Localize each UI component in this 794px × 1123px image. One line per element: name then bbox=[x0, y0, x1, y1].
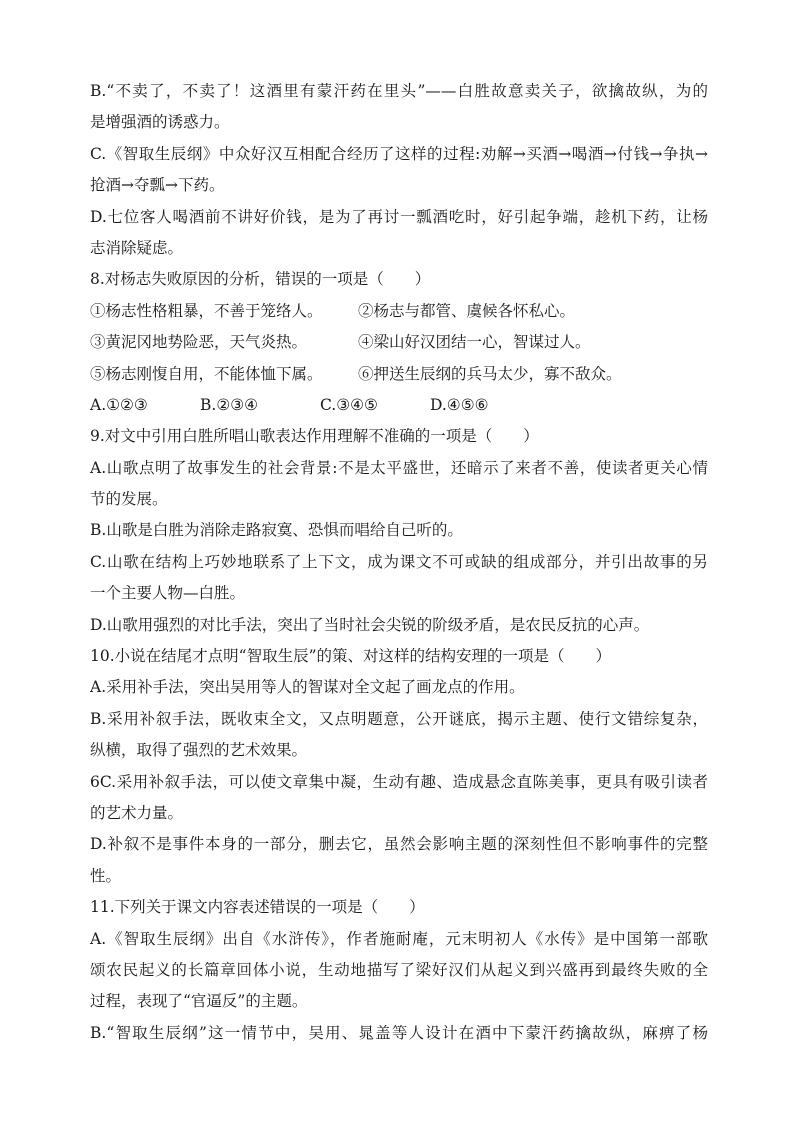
q11-option-a-line3: 过程，表现了“官逼反”的主题。 bbox=[90, 992, 308, 1011]
q11-option-a-line2: 颂农民起义的长篇章回体小说，生动地描写了梁好汉们从起义到兴盛再到最终失败的全 bbox=[90, 960, 708, 979]
q8-item-2: ②杨志与都管、虞候各怀私心。 bbox=[358, 301, 576, 320]
q8-item-5: ⑤杨志刚愎自用，不能体恤下属。 bbox=[90, 364, 323, 383]
q8-items-row-2 bbox=[90, 327, 708, 358]
q8-choice-d: D.④⑤⑥ bbox=[430, 395, 489, 414]
q7-option-d-line2: 志消除疑虑。 bbox=[90, 238, 184, 257]
q8-item-4: ④梁山好汉团结一心，智谋过人。 bbox=[358, 333, 591, 352]
document-page bbox=[90, 76, 708, 1049]
q10-stem: 10.小说在结尾才点明“智取生辰”的策、对这样的结构安理的一项是（ ） bbox=[90, 647, 612, 666]
q7-option-c-line1: C.《智取生辰纲》中众好汉互相配合经历了这样的过程:劝解→买酒→喝酒→付钱→争执→ bbox=[90, 144, 708, 163]
q9-stem: 9.对文中引用白胜所唱山歌表达作用理解不准确的一项是（ ） bbox=[90, 427, 539, 446]
q9-option-c-line2: 一个主要人物—白胜。 bbox=[90, 584, 246, 603]
q10-option-a-line1: A.采用补手法，突出吴用等人的智谋对全文起了画龙点的作用。 bbox=[90, 678, 525, 697]
q9-option-d-line1: D.山歌用强烈的对比手法，突出了当时社会尖锐的阶级矛盾，是农民反抗的心声。 bbox=[90, 615, 650, 634]
q10-option-d-line1: D.补叙不是事件本身的一部分，删去它，虽然会影响主题的深刻性但不影响事件的完整 bbox=[90, 835, 708, 854]
q8-stem: 8.对杨志失败原因的分析，错误的一项是（ ） bbox=[90, 270, 431, 289]
q8-choice-c: C.③④⑤ bbox=[320, 395, 378, 414]
q9-option-a-line1: A.山歌点明了故事发生的社会背景:不是太平盛世，还暗示了来者不善，使读者更关心情 bbox=[90, 458, 708, 477]
q10-option-c-line1: 6C.采用补叙手法，可以使文章集中凝，生动有趣、造成悬念直陈美事，更具有吸引读者 bbox=[90, 772, 708, 791]
q11-option-b-line1: B.“智取生辰纲”这一情节中，吴用、晁盖等人设计在酒中下蒙汗药擒故纵，麻痹了杨 bbox=[90, 1023, 708, 1042]
q10-option-b-line1: B.采用补叙手法，既收束全文，又点明题意，公开谜底，揭示主题、使行文错综复杂， bbox=[90, 709, 708, 728]
q8-item-6: ⑥押送生辰纲的兵马太少，寡不敌众。 bbox=[358, 364, 622, 383]
q8-choices bbox=[90, 390, 708, 421]
q7-option-b-line1: B.“不卖了，不卖了！这酒里有蒙汗药在里头”——白胜故意卖关子，欲擒故纵，为的 bbox=[90, 82, 708, 100]
q8-choice-a: A.①②③ bbox=[90, 395, 148, 414]
q9-option-a-line2: 节的发展。 bbox=[90, 490, 168, 509]
q8-choice-b: B.②③④ bbox=[200, 395, 259, 414]
q11-option-a-line1: A.《智取生辰纲》出自《水浒传》，作者施耐庵，元末明初人《水传》是中国第一部歌 bbox=[90, 929, 708, 948]
q8-items-row-1 bbox=[90, 296, 708, 327]
q7-option-d-line1: D.七位客人喝酒前不讲好价钱，是为了再讨一瓢酒吃时，好引起争端，趁机下药，让杨 bbox=[90, 207, 708, 226]
q11-stem: 11.下列关于课文内容表述错误的一项是（ ） bbox=[90, 898, 425, 917]
q8-items-row-3 bbox=[90, 359, 708, 390]
q7-option-c-line2: 抢酒→夺瓢→下药。 bbox=[90, 176, 225, 195]
q8-item-1: ①杨志性格粗暴，不善于笼络人。 bbox=[90, 301, 323, 320]
q8-item-3: ③黄泥冈地势险恶，天气炎热。 bbox=[90, 333, 308, 352]
q10-option-c-line2: 的艺术力量。 bbox=[90, 803, 184, 822]
q9-option-b-line1: B.山歌是白胜为消除走路寂寞、恐惧而唱给自己听的。 bbox=[90, 521, 463, 540]
q10-option-b-line2: 纵横，取得了强烈的艺术效果。 bbox=[90, 741, 308, 760]
q10-option-d-line2: 性。 bbox=[90, 866, 122, 885]
q7-option-b-line2: 是增强酒的诱惑力。 bbox=[90, 113, 230, 132]
q9-option-c-line1: C.山歌在结构上巧妙地联系了上下文，成为课文不可或缺的组成部分，并引出故事的另 bbox=[90, 552, 708, 571]
